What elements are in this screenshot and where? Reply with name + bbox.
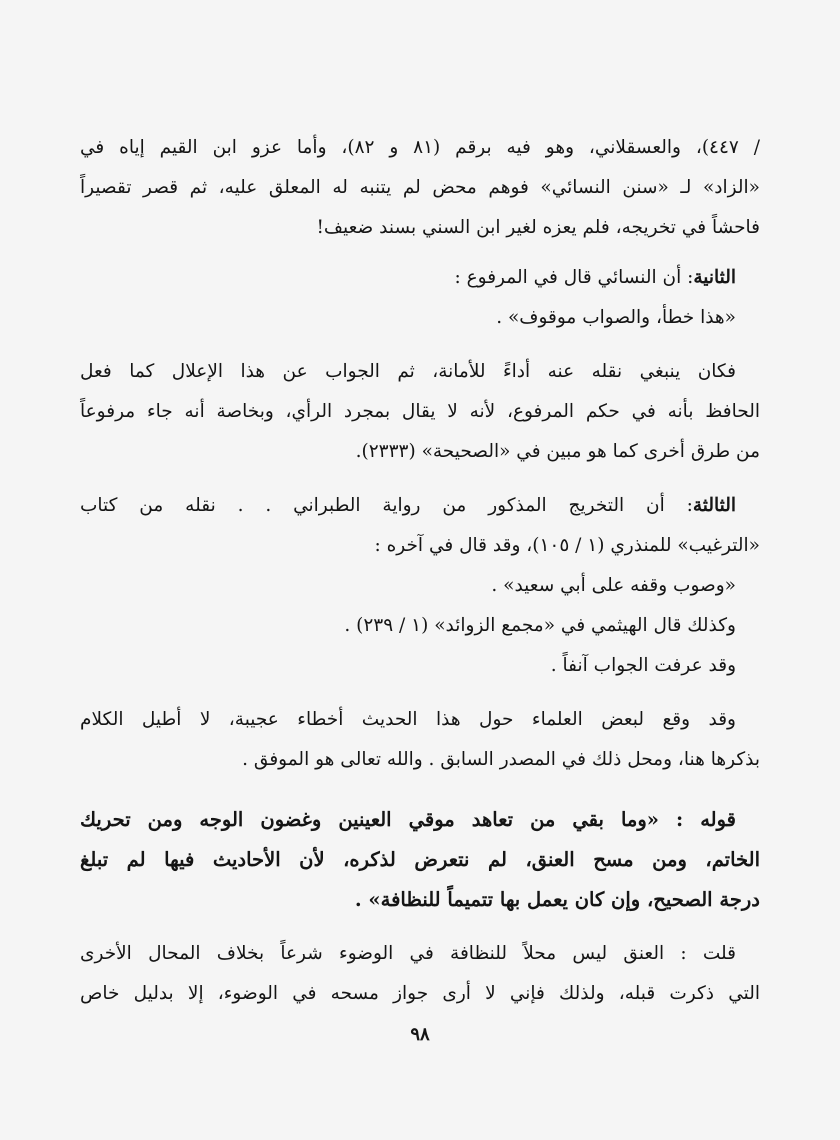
- text-line: درجة الصحيح، وإن كان يعمل بها تتميماً للنظافة» .: [354, 888, 760, 911]
- text-segment: : أن النسائي قال في المرفوع :: [454, 267, 694, 288]
- text-line: «الترغيب» للمنذري (١ / ١٠٥)، وقد قال في آخره :: [374, 535, 760, 556]
- text-line: من طرق أخرى كما هو مبين في «الصحيحة» (٢٣٣٣).: [355, 441, 760, 462]
- text-line: «الزاد» لـ «سنن النسائي» فوهم محض لم يتنبه له المعلق عليه، ثم قصر تقصيراً: [80, 177, 760, 198]
- text-line: فاحشاً في تخريجه، فلم يعزه لغير ابن السني بسند ضعيف!: [316, 217, 760, 238]
- text-line: الحافظ بأنه في حكم المرفوع، لأنه لا يقال بمجرد الرأي، وبخاصة أنه جاء مرفوعاً: [80, 401, 760, 422]
- text-line: بذكرها هنا، ومحل ذلك في المصدر السابق . والله تعالى هو الموفق .: [242, 749, 760, 770]
- text-line: «وصوب وقفه على أبي سعيد» .: [491, 575, 736, 596]
- text-segment: : أن التخريج المذكور من رواية الطبراني . . نقله من كتاب: [80, 495, 693, 516]
- text-line: [80, 258, 736, 298]
- paragraph-5: [80, 700, 760, 780]
- text-line: التي ذكرت قبله، ولذلك فإني لا أرى جواز مسحه في الوضوء، إلا بدليل خاص: [80, 983, 760, 1004]
- paragraph-7: [80, 934, 760, 1014]
- text-line: قوله : «وما بقي من تعاهد موقي العينين وغضون الوجه ومن تحريك: [80, 808, 736, 831]
- paragraph-2: [80, 258, 760, 338]
- paragraph-4: [80, 486, 760, 686]
- quoted-text-block: [80, 800, 760, 920]
- text-line: الخاتم، ومن مسح العنق، لم نتعرض لذكره، لأن الأحاديث فيها لم تبلغ: [80, 848, 760, 871]
- text-line: وقد عرفت الجواب آنفاً .: [550, 655, 736, 676]
- point-keyword: الثانية: [693, 267, 736, 288]
- text-line: قلت : العنق ليس محلاً للنظافة في الوضوء شرعاً بخلاف المحال الأخرى: [80, 943, 736, 964]
- page-number: ٩٨: [410, 1024, 430, 1045]
- point-keyword: الثالثة: [692, 495, 736, 516]
- paragraph-1: [80, 128, 760, 248]
- text-line: [80, 486, 760, 526]
- text-line: فكان ينبغي نقله عنه أداءً للأمانة، ثم الجواب عن هذا الإعلال كما فعل: [80, 361, 736, 382]
- text-line: «هذا خطأ، والصواب موقوف» .: [496, 307, 736, 328]
- text-line: وقد وقع لبعض العلماء حول هذا الحديث أخطاء عجيبة، لا أطيل الكلام: [80, 709, 736, 730]
- page-body-text: [80, 128, 760, 1014]
- text-line: وكذلك قال الهيثمي في «مجمع الزوائد» (١ / ٢٣٩) .: [344, 615, 736, 636]
- text-line: / ٤٤٧)، والعسقلاني، وهو فيه برقم (٨١ و ٨٢)، وأما عزو ابن القيم إياه في: [80, 137, 760, 158]
- paragraph-3: [80, 352, 760, 472]
